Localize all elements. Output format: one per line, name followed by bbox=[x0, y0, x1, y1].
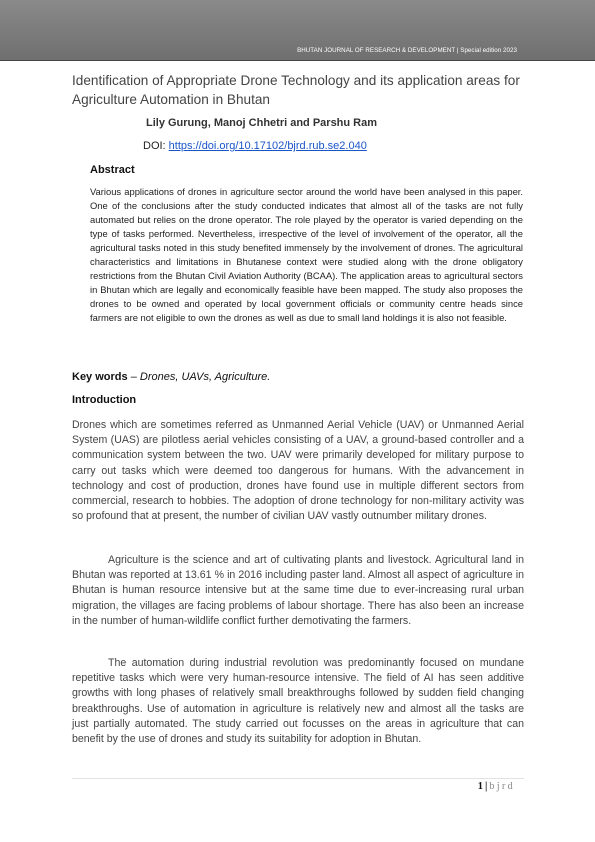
section-heading-introduction: Introduction bbox=[72, 394, 137, 406]
author-list: Lily Gurung, Manoj Chhetri and Parshu Ram bbox=[146, 117, 378, 129]
keywords-separator: – bbox=[127, 371, 140, 383]
keywords-values: Drones, UAVs, Agriculture. bbox=[139, 371, 271, 383]
footer-separator: | bbox=[484, 781, 488, 792]
journal-abbreviation: bjrd bbox=[489, 781, 515, 792]
intro-paragraph: Agriculture is the science and art of cultivating plants and livestock. Agricultural land in Bhutan was reported at 13.61 % in 2016 including paster land. Almost all aspect of agriculture in Bhutan is human resource intensive but at the same time due to ever-increasing rural urban migration, the villages are facing problems of labour shortage. There has also been an increase in the number of human-wildlife conflict further demotivating the farmers. bbox=[72, 554, 524, 627]
page-footer bbox=[478, 781, 515, 792]
intro-paragraph: Drones which are sometimes referred as Unmanned Aerial Vehicle (UAV) or Unmanned Aerial System (UAS) are pilotless aerial vehicles consisting of a UAV, a ground-based controller and a communication system between the two. UAV were primarily developed for military purpose to carry out tasks which were deemed too dangerous for humans. With the advancement in technology and cost of production, drones have found use in multiple different sectors from commercial, research to hobbies. The adoption of drone technology for non-military activity was so profound that at present, the number of civilian UAV vastly outnumber military drones. bbox=[72, 419, 524, 523]
keywords-label: Key words bbox=[72, 371, 128, 383]
journal-name: BHUTAN JOURNAL OF RESEARCH & DEVELOPMENT | Special edition 2023 bbox=[297, 47, 517, 54]
abstract-text: Various applications of drones in agriculture sector around the world have been analysed in this paper. One of the conclusions after the study conducted indicates that almost all of the tasks are not fully automated but relies on the drone operator. The role played by the operator is varied depending on the type of tasks performed. Nevertheless, irrespective of the level of involvement of the operator, all the agricultural tasks noted in this study benefited immensely by the involvement of drones. The agricultural characteristics and limitations in Bhutanese context were studied along with the drone obligatory restrictions from the Bhutan Civil Aviation Authority (BCAA). The application areas to agricultural sectors in Bhutan which are legally and economically feasible have been mapped. The study also proposes the drones to be owned and operated by local government officials or community centre heads since farmers are not eligible to own the drones as well as due to small land holdings it is also not feasible. bbox=[90, 186, 523, 323]
doi-line bbox=[143, 140, 367, 152]
journal-header-band bbox=[0, 0, 595, 61]
page-number: 1 bbox=[477, 781, 483, 792]
abstract-heading: Abstract bbox=[90, 164, 135, 176]
paper-title: Identification of Appropriate Drone Technology and its application areas for Agriculture Automation in Bhutan bbox=[72, 73, 520, 107]
doi-link[interactable]: https://doi.org/10.17102/bjrd.rub.se2.040 bbox=[168, 140, 367, 152]
doi-label: DOI: bbox=[143, 140, 169, 152]
intro-paragraph: The automation during industrial revolution was predominantly focused on mundane repetitive tasks which were very human-resource intensive. The field of AI has seen additive growths with long phases of relatively small breakthroughs followed by sudden field changing breakthroughs. Use of automation in agriculture is relatively new and almost all the tasks are just partially automated. The study carried out focusses on the areas in agriculture that can benefit by the use of drones and study its suitability for adoption in Bhutan. bbox=[72, 657, 524, 746]
footer-divider bbox=[72, 778, 524, 779]
keywords-line bbox=[72, 371, 270, 383]
